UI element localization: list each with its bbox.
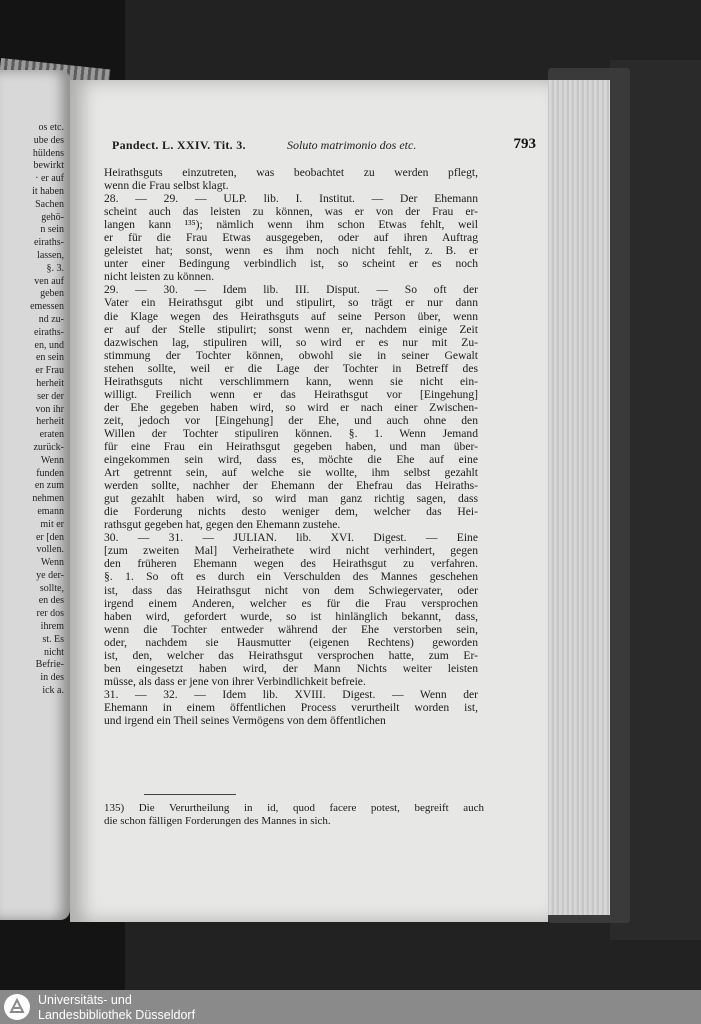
left-page-line: gehö- <box>41 211 64 223</box>
left-page-line: eraten <box>39 429 64 441</box>
running-head-title: Soluto matrimonio dos etc. <box>287 138 417 152</box>
right-page <box>70 80 548 922</box>
left-page-line: ihrem <box>40 621 64 633</box>
left-page-line: emessen <box>30 301 64 313</box>
text-line: willigt. Freilich wenn er das Heirathsgut vor [Eingehung] <box>104 387 478 401</box>
left-page-line: mit er <box>40 518 64 530</box>
left-page-line: nehmen <box>32 493 64 505</box>
text-line: den früheren Ehemann wegen des Heirathsgut zu verfahren. <box>104 557 478 571</box>
text-line: dazwischen lag, stipuliren will, so wird er es nur mit Zu- <box>104 335 478 349</box>
text-line: Heirathsguts einzutreten, was beobachtet zu werden pflegt, <box>104 166 478 179</box>
text-line: Vater ein Heirathsgut gibt und stipulirt, so trägt er nur dann <box>104 296 478 310</box>
left-page-line: eiraths- <box>34 326 64 338</box>
text-line: und irgend ein Theil seines Vermögens von dem öffentlichen <box>104 713 386 727</box>
left-page-line: st. Es <box>42 633 64 645</box>
text-line: langen kann ¹³⁵); nämlich wenn ihm schon Etwas fehlt, weil <box>104 218 478 232</box>
left-page-line: rer dos <box>36 608 64 620</box>
running-head <box>112 136 536 152</box>
left-page-line: Wenn <box>40 557 64 569</box>
text-line: wenn die Tochter entweder während der Ehe verstorben sein, <box>104 622 478 636</box>
text-line: der Ehe gegeben haben wird, so wird er nach einer Zwischen- <box>104 400 478 414</box>
text-line: scheint auch das leisten zu können, was er von der Frau er- <box>104 205 478 219</box>
text-line: ben eingesetzt haben wird, der Mann Nichts weiter leisten <box>104 661 478 675</box>
left-page-line: ser der <box>37 390 64 402</box>
text-line: stimmung der Tochter können, obwohl sie in seiner Gewalt <box>104 348 478 362</box>
left-page-line: er Frau <box>35 365 64 377</box>
left-page-line: zurück- <box>33 441 64 453</box>
text-line: müsse, als dass er jene von ihrer Verbindlichkeit befreie. <box>104 674 366 688</box>
text-line: für eine Frau ein Heirathsgut gegeben haben, und man über- <box>104 439 478 453</box>
text-line: 28. — 29. — ULP. lib. I. Institut. — Der Ehemann <box>104 192 478 206</box>
left-page-line: en sein <box>35 352 64 364</box>
text-line: er für die Frau Etwas ausgegeben, oder auf ihren Auftrag <box>104 231 478 245</box>
footnote-rule <box>144 794 236 795</box>
text-line: geleistet hat; sonst, wenn es ihm noch nicht fehlt, z. B. er <box>104 244 478 258</box>
footnote-line: die schon fälligen Forderungen des Mannes in sich. <box>104 815 331 827</box>
body-text <box>104 166 478 727</box>
library-name[interactable] <box>38 993 195 1023</box>
footnote <box>104 802 484 828</box>
text-line: irgend einem Anderen, welcher es für die Frau versprochen <box>104 596 478 610</box>
footnote-line: 135) Die Verurtheilung in id, quod facere potest, begreift auch <box>104 802 484 814</box>
left-page-line: eiraths- <box>34 237 64 249</box>
running-head-left: Pandect. L. XXIV. Tit. 3. <box>112 138 246 152</box>
text-line: 30. — 31. — JULIAN. lib. XVI. Digest. — Eine <box>104 531 478 545</box>
left-page-fragment <box>0 70 70 920</box>
left-page-line: en, und <box>34 339 64 351</box>
text-line: 29. — 30. — Idem lib. III. Disput. — So oft der <box>104 283 478 297</box>
left-page-line: von ihr <box>35 403 64 415</box>
text-line: ist, den, welcher das Heirathsgut versprochen hatte, zum Er- <box>104 648 478 662</box>
left-page-line: er [den <box>35 531 64 543</box>
left-page-line: ye der- <box>36 569 64 581</box>
left-page-line: en des <box>38 595 64 607</box>
text-line: zeit, jedoch vor [Eingehung] der Ehe, und auch ohne den <box>104 413 478 427</box>
left-page-line: sollte, <box>39 582 64 594</box>
left-page-line: nd zu- <box>38 313 64 325</box>
left-page-line: hüldens <box>32 147 64 159</box>
left-page-line: herheit <box>36 377 64 389</box>
left-page-line: geben <box>40 288 64 300</box>
left-page-line: ven auf <box>34 275 64 287</box>
library-name-line2: Landesbibliothek Düsseldorf <box>38 1008 196 1022</box>
left-page-line: it haben <box>32 185 64 197</box>
text-line: stehen sollte, weil er die Lage der Tochter in Betreff des <box>104 361 478 375</box>
left-page-line: in des <box>40 672 64 684</box>
text-line: nicht leisten zu können. <box>104 270 215 284</box>
text-line: wenn die Frau selbst klagt. <box>104 179 229 193</box>
left-page-line: herheit <box>36 416 64 428</box>
left-page-lines <box>0 122 64 698</box>
text-line: 31. — 32. — Idem lib. XVIII. Digest. — Wenn der <box>104 687 478 701</box>
text-line: Art getrennt sein, auf welche sie wollte, ihm selbst gezahlt <box>104 466 478 480</box>
text-line: eingekommen sein wird, dass es, möchte die Ehe auf eine <box>104 453 478 467</box>
page-number: 793 <box>513 136 536 152</box>
text-line: oder, nachdem sie Hausmutter (eigenen Rechtens) geworden <box>104 635 478 649</box>
left-page-line: n sein <box>40 224 64 236</box>
left-page-line: · er auf <box>35 173 64 185</box>
text-line: ist, dass das Heirathsgut nicht von dem Schwiegervater, oder <box>104 583 478 597</box>
text-line: werden sollte, nachher der Ehemann der Ehefrau das Heiraths- <box>104 479 478 493</box>
left-page-line: Wenn <box>40 454 64 466</box>
left-page-line: Sachen <box>35 198 64 210</box>
left-page-line: bewirkt <box>33 160 64 172</box>
left-page-line: lassen, <box>37 249 64 261</box>
text-line: haben wird, gefordert wurde, so ist hinlänglich bekannt, dass, <box>104 609 478 623</box>
page-fore-edge <box>545 80 610 915</box>
text-line: die Klage wegen des Heirathsguts auf seine Person über, wenn <box>104 309 478 323</box>
text-line: Ehemann in einem öffentlichen Process verurtheilt worden ist, <box>104 700 478 714</box>
text-line: Heirathsguts nicht verschlimmern kann, wenn sie nicht ein- <box>104 374 478 388</box>
text-line: gut gezahlt haben wird, so wird man ganz richtig sagen, dass <box>104 492 478 506</box>
text-line: er auf der Stelle stipulirt; sonst wenn er, nachdem einige Zeit <box>104 322 478 336</box>
library-footer <box>0 990 701 1024</box>
text-line: unter einer Bedingung verbindlich ist, so scheint er es noch <box>104 257 478 271</box>
text-line: [zum zweiten Mal] Verheirathete wird nicht verhindert, gegen <box>104 544 478 558</box>
text-line: rathsgut gegeben hat, gegen den Ehemann zustehe. <box>104 518 341 532</box>
library-logo-icon[interactable] <box>4 994 30 1020</box>
left-page-line: en zum <box>34 480 64 492</box>
text-line: die Forderung nichts desto weniger dem, welcher das Hei- <box>104 505 478 519</box>
left-page-line: §. 3. <box>46 262 64 274</box>
left-page-line: nicht <box>44 646 64 658</box>
left-page-line: Befrie- <box>35 659 64 671</box>
left-page-line: ube des <box>33 134 64 146</box>
text-line: Willen der Tochter stipuliren können. §. 1. Wenn Jemand <box>104 426 478 440</box>
left-page-line: vollen. <box>36 544 64 556</box>
library-name-line1: Universitäts- und <box>38 993 132 1007</box>
left-page-line: os etc. <box>38 122 64 133</box>
left-page-line: funden <box>36 467 64 479</box>
left-page-line: ick a. <box>42 685 64 697</box>
left-page-line: emann <box>37 505 64 517</box>
text-line: §. 1. So oft es durch ein Verschulden des Mannes geschehen <box>104 570 478 584</box>
